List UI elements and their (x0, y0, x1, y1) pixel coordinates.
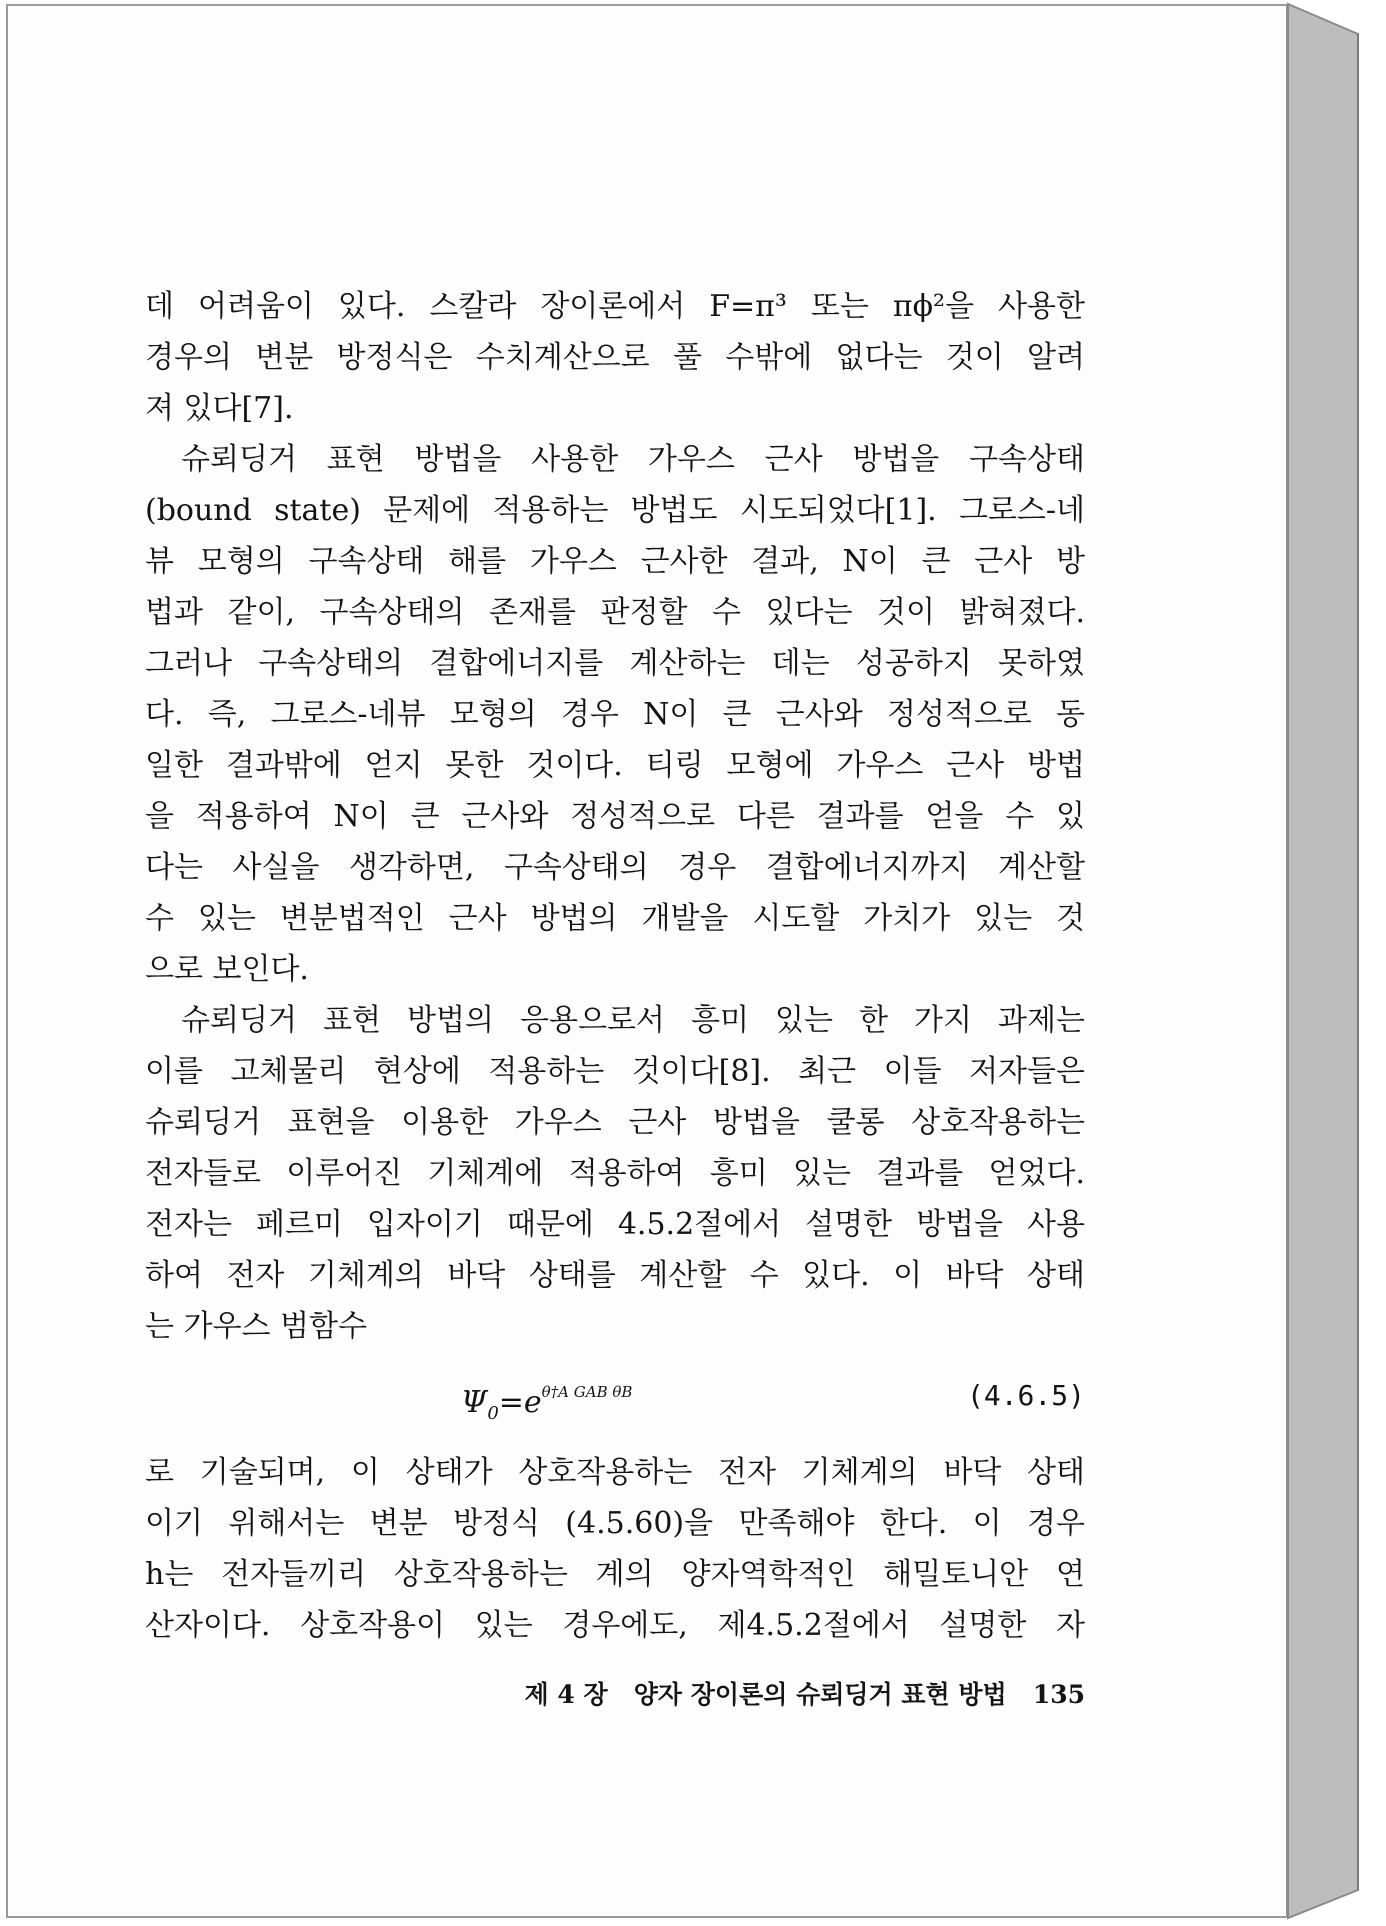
equation-lhs: Ψ (461, 1385, 488, 1420)
text-line: 져 있다[7]. (145, 391, 294, 426)
text-line: 슈뢰딩거 표현을 이용한 가우스 근사 방법을 쿨롱 상호작용하는 (145, 1105, 1085, 1140)
text-line: h는 전자들끼리 상호작용하는 계의 양자역학적인 해밀토니안 연 (145, 1557, 1085, 1592)
text-line: 법과 같이, 구속상태의 존재를 판정할 수 있다는 것이 밝혀졌다. (145, 595, 1085, 630)
text-line: 일한 결과밖에 얻지 못한 것이다. 티링 모형에 가우스 근사 방법 (145, 748, 1085, 783)
page-number: 135 (1032, 1680, 1085, 1709)
text-line: 슈뢰딩거 표현 방법을 사용한 가우스 근사 방법을 구속상태 (181, 442, 1085, 477)
text-line: 전자들로 이루어진 기체계에 적용하여 흥미 있는 결과를 얻었다. (145, 1156, 1085, 1191)
equation-exponent: θ†A GAB θB (541, 1383, 633, 1401)
text-line: 수 있는 변분법적인 근사 방법의 개발을 시도할 가치가 있는 것 (145, 901, 1085, 936)
text-line: 하여 전자 기체계의 바닥 상태를 계산할 수 있다. 이 바닥 상태 (145, 1258, 1085, 1293)
running-footer (485, 1670, 1085, 1720)
equation-number: (4.6.5) (966, 1379, 1085, 1412)
text-line: 뷰 모형의 구속상태 해를 가우스 근사한 결과, N이 큰 근사 방 (145, 544, 1085, 579)
equation-body (461, 1371, 632, 1439)
text-line: 다는 사실을 생각하면, 구속상태의 경우 결합에너지까지 계산할 (145, 850, 1085, 885)
text-line: 전자는 페르미 입자이기 때문에 4.5.2절에서 설명한 방법을 사용 (145, 1207, 1085, 1242)
equation-lhs-subscript: 0 (487, 1403, 499, 1424)
text-line: 을 적용하여 N이 큰 근사와 정성적으로 다른 결과를 얻을 수 있 (145, 799, 1085, 834)
text-line: 데 어려움이 있다. 스칼라 장이론에서 F=π³ 또는 πϕ²을 사용한 (145, 289, 1085, 324)
equation-4-6-5 (145, 1371, 1085, 1424)
text-line: (bound state) 문제에 적용하는 방법도 시도되었다[1]. 그로스-네 (145, 493, 1085, 528)
text-line: 으로 보인다. (145, 952, 309, 987)
text-line: 로 기술되며, 이 상태가 상호작용하는 전자 기체계의 바닥 상태 (145, 1455, 1085, 1490)
text-line: 이기 위해서는 변분 방정식 (4.5.60)을 만족해야 한다. 이 경우 (145, 1506, 1085, 1541)
text-line: 는 가우스 범함수 (145, 1309, 367, 1344)
text-line: 경우의 변분 방정식은 수치계산으로 풀 수밖에 없다는 것이 알려 (145, 340, 1085, 375)
text-line: 슈뢰딩거 표현 방법의 응용으로서 흥미 있는 한 가지 과제는 (181, 1003, 1085, 1038)
text-line: 그러나 구속상태의 결합에너지를 계산하는 데는 성공하지 못하였 (145, 646, 1085, 681)
footer-chapter: 제 4 장 (524, 1680, 608, 1709)
text-line: 산자이다. 상호작용이 있는 경우에도, 제4.5.2절에서 설명한 자 (145, 1608, 1085, 1643)
footer-chapter-title: 양자 장이론의 슈뢰딩거 표현 방법 (633, 1680, 1007, 1709)
text-line: 이를 고체물리 현상에 적용하는 것이다[8]. 최근 이들 저자들은 (145, 1054, 1085, 1089)
equation-equals: =e (498, 1385, 542, 1420)
text-line: 다. 즉, 그로스-네뷰 모형의 경우 N이 큰 근사와 정성적으로 동 (145, 697, 1085, 732)
